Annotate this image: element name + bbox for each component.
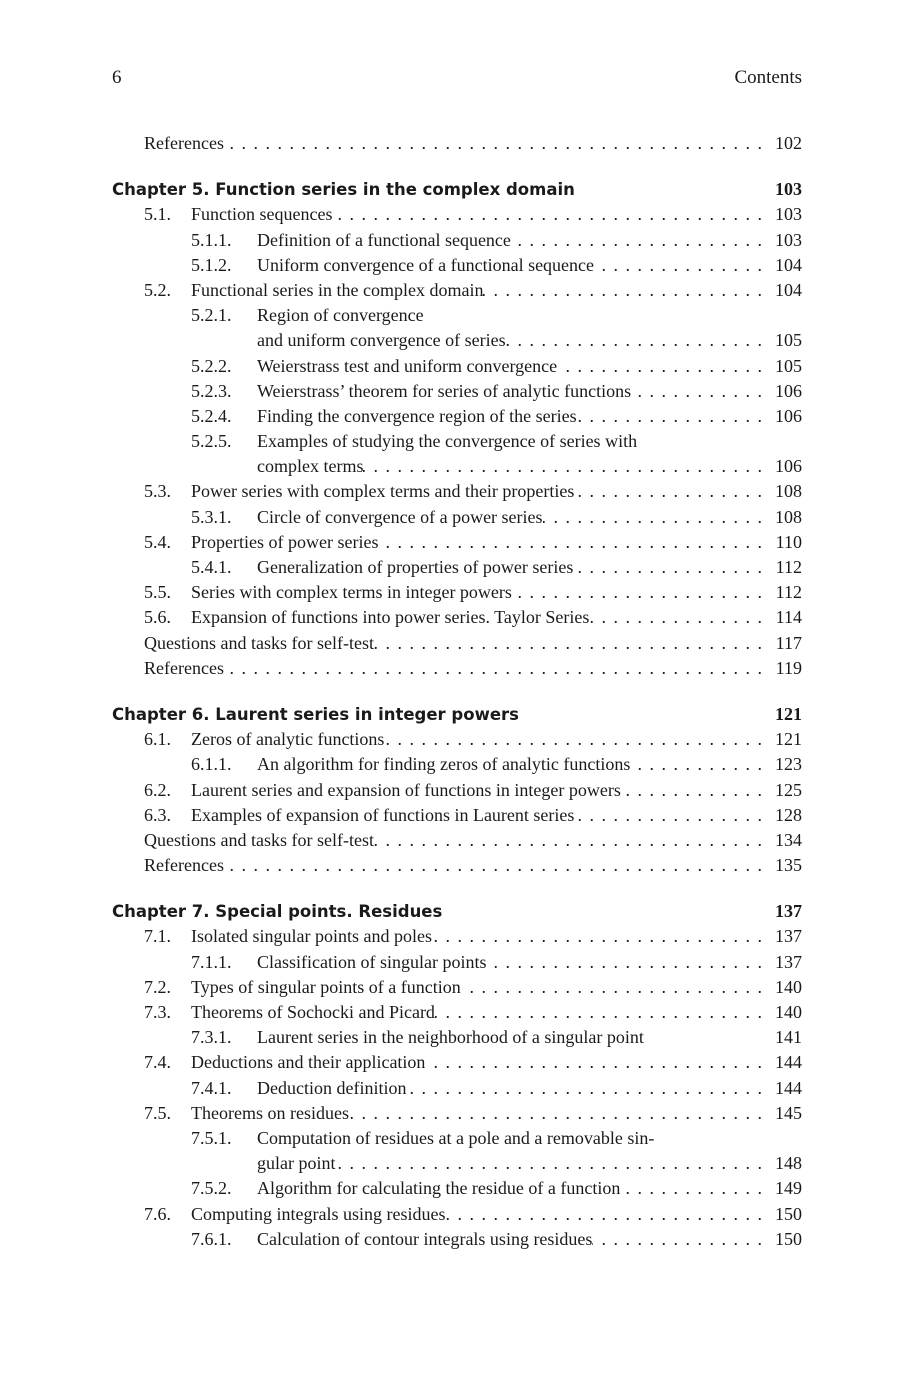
toc-number: 6.2.	[144, 779, 171, 800]
toc-page-number: 114	[775, 607, 802, 628]
toc-page-number: 137	[775, 901, 802, 922]
toc-continuation[interactable]	[112, 328, 802, 353]
toc-number: 5.5.	[144, 582, 171, 603]
toc-section[interactable]	[112, 580, 802, 605]
dot-leader	[630, 752, 766, 777]
toc-chapter[interactable]	[112, 899, 802, 924]
toc-number: 7.2.	[144, 976, 171, 997]
toc-page-number: 106	[775, 380, 802, 401]
toc-section[interactable]	[112, 975, 802, 1000]
toc-page-number: 134	[775, 829, 802, 850]
dot-leader	[432, 924, 766, 949]
dot-leader	[557, 354, 766, 379]
toc-page-number: 135	[775, 855, 802, 876]
toc-number: 5.3.1.	[191, 506, 232, 527]
toc-page-number: 108	[775, 506, 802, 527]
toc-section[interactable]	[112, 924, 802, 949]
toc-section[interactable]	[112, 778, 802, 803]
toc-number: 7.4.	[144, 1052, 171, 1073]
toc-page-number: 148	[775, 1153, 802, 1174]
toc-title: Weierstrass test and uniform convergence	[257, 355, 558, 376]
toc-title: Isolated singular points and poles	[191, 926, 432, 947]
dot-leader	[594, 253, 766, 278]
toc-title: Types of singular points of a function	[191, 976, 461, 997]
toc-page-number: 137	[775, 926, 802, 947]
toc-subsection[interactable]	[112, 379, 802, 404]
toc-section[interactable]	[112, 727, 802, 752]
toc-title: Definition of a functional sequence	[257, 229, 511, 250]
toc-title: Deductions and their application	[191, 1052, 426, 1073]
toc-section[interactable]	[112, 1101, 802, 1126]
dot-leader	[543, 505, 766, 530]
dot-leader	[577, 404, 766, 429]
toc-page-number: 150	[775, 1228, 802, 1249]
toc-number: 6.1.1.	[191, 754, 232, 775]
toc-page-number: 140	[775, 976, 802, 997]
toc-page-number: 112	[775, 582, 802, 603]
dot-leader	[384, 727, 766, 752]
dot-leader	[486, 950, 766, 975]
toc-number: 7.6.	[144, 1203, 171, 1224]
toc-page-number: 112	[775, 557, 802, 577]
toc-subsection[interactable]	[112, 228, 802, 253]
toc-page-number: 141	[775, 1027, 802, 1048]
toc-subsection[interactable]	[112, 429, 802, 454]
dot-leader	[574, 479, 766, 504]
toc-entry[interactable]	[112, 631, 802, 656]
toc-subsection[interactable]	[112, 555, 802, 580]
dot-leader	[374, 828, 766, 853]
toc-section[interactable]	[112, 803, 802, 828]
toc-number: 5.2.5.	[191, 431, 232, 452]
page-number: 6	[112, 67, 122, 88]
toc-title: gular point	[257, 1153, 336, 1174]
toc-page-number: 121	[775, 729, 802, 750]
toc-page-number: 144	[775, 1077, 802, 1098]
running-title: Contents	[734, 67, 802, 88]
toc-continuation[interactable]	[112, 1151, 802, 1176]
toc-subsection[interactable]	[112, 1176, 802, 1201]
dot-leader	[374, 631, 766, 656]
toc-title: References	[144, 855, 224, 876]
toc-section[interactable]	[112, 479, 802, 504]
toc-title: Computation of residues at a pole and a removable sin-	[257, 1127, 655, 1148]
page-header	[112, 67, 802, 89]
dot-leader	[483, 278, 766, 303]
toc-title: complex terms	[257, 456, 364, 477]
toc-title: Laurent series and expansion of functions in integer powers	[191, 779, 621, 800]
dot-leader	[511, 228, 766, 253]
toc-title: Examples of expansion of functions in Laurent series	[191, 804, 575, 825]
toc-number: 7.3.	[144, 1002, 171, 1022]
toc-subsection[interactable]	[112, 404, 802, 429]
toc-number: 7.1.	[144, 926, 171, 947]
toc-title: Region of convergence	[257, 305, 424, 326]
toc-page-number: 119	[775, 657, 802, 678]
toc-title: and uniform convergence of series	[257, 330, 506, 351]
dot-leader	[631, 379, 766, 404]
dot-leader	[378, 530, 766, 555]
toc-number: 7.1.1.	[191, 951, 232, 972]
toc-page-number: 125	[775, 779, 802, 800]
toc-entry[interactable]	[112, 656, 802, 681]
toc-subsection[interactable]	[112, 354, 802, 379]
dot-leader	[425, 1050, 766, 1075]
toc-number: 5.3.	[144, 481, 171, 502]
dot-leader	[574, 803, 766, 828]
toc-continuation[interactable]	[112, 454, 802, 479]
toc-title: Classification of singular points	[257, 951, 487, 972]
toc-title: Series with complex terms in integer powers	[191, 582, 512, 603]
toc-subsection[interactable]	[112, 505, 802, 530]
toc-section[interactable]	[112, 1050, 802, 1075]
toc-number: 5.2.	[144, 279, 171, 300]
toc-number: 5.6.	[144, 607, 171, 628]
toc-title: References	[144, 133, 224, 153]
toc-title: References	[144, 657, 224, 678]
toc-title: Examples of studying the convergence of series with	[257, 431, 638, 452]
toc-title: Theorems of Sochocki and Picard	[191, 1002, 435, 1022]
toc-title: Functional series in the complex domain	[191, 279, 484, 300]
toc-title: Computing integrals using residues	[191, 1203, 446, 1224]
toc-section[interactable]	[112, 530, 802, 555]
toc-page-number: 121	[775, 703, 802, 724]
toc-title: Theorems on residues	[191, 1102, 349, 1123]
toc-page-number: 105	[775, 355, 802, 376]
dot-leader	[435, 1000, 766, 1025]
toc-page-number: 106	[775, 405, 802, 426]
toc-number: 5.4.1.	[191, 557, 232, 577]
dot-leader	[224, 131, 766, 156]
dot-leader	[592, 1227, 766, 1252]
toc-number: 7.5.2.	[191, 1178, 232, 1199]
toc-title: Properties of power series	[191, 531, 379, 552]
toc-chapter[interactable]	[112, 177, 802, 202]
dot-leader	[363, 454, 766, 479]
toc-page-number: 128	[775, 804, 802, 825]
toc-title: Questions and tasks for self-test	[144, 829, 374, 850]
toc-page-number: 104	[775, 254, 802, 275]
toc-title: Calculation of contour integrals using residues	[257, 1228, 593, 1249]
toc-title: Weierstrass’ theorem for series of analytic functions	[257, 380, 632, 401]
dot-leader	[620, 1176, 766, 1201]
toc-section[interactable]	[112, 1202, 802, 1227]
toc-chapter[interactable]	[112, 702, 802, 727]
toc-subsection[interactable]	[112, 303, 802, 328]
toc-page-number: 149	[775, 1178, 802, 1199]
dot-leader	[349, 1101, 766, 1126]
toc-title: Power series with complex terms and their properties	[191, 481, 575, 502]
dot-leader	[506, 328, 766, 353]
toc-section[interactable]	[112, 1000, 802, 1025]
toc-number: 7.6.1.	[191, 1228, 232, 1249]
toc-page-number: 103	[775, 229, 802, 250]
toc-subsection[interactable]	[112, 1227, 802, 1252]
toc-number: 5.1.	[144, 204, 171, 225]
dot-leader	[589, 605, 766, 630]
dot-leader	[224, 656, 766, 681]
toc-page-number: 150	[775, 1203, 802, 1224]
toc-title: Laurent series in the neighborhood of a singular point	[257, 1027, 644, 1048]
toc-page-number: 103	[775, 204, 802, 225]
toc-title: Generalization of properties of power series	[257, 557, 574, 577]
toc-page-number: 104	[775, 279, 802, 300]
toc-number: 5.1.1.	[191, 229, 232, 250]
toc-number: 6.1.	[144, 729, 171, 750]
toc-section[interactable]	[112, 202, 802, 227]
toc-page-number: 117	[775, 632, 802, 653]
toc-entry[interactable]	[112, 828, 802, 853]
toc-page-number: 105	[775, 330, 802, 351]
toc-title: Algorithm for calculating the residue of a function	[257, 1178, 621, 1199]
toc-page-number: 137	[775, 951, 802, 972]
dot-leader	[573, 555, 766, 580]
toc-title: Circle of convergence of a power series	[257, 506, 543, 527]
toc-page-number: 145	[775, 1102, 802, 1123]
toc-title: Chapter 6. Laurent series in integer powers	[112, 704, 519, 724]
toc-entry[interactable]	[112, 853, 802, 878]
toc-subsection[interactable]	[112, 950, 802, 975]
toc-page-number: 102	[775, 133, 802, 153]
toc-number: 5.2.4.	[191, 405, 232, 426]
dot-leader	[224, 853, 766, 878]
dot-leader	[332, 202, 766, 227]
toc-page-number: 110	[775, 531, 802, 552]
dot-leader	[336, 1151, 767, 1176]
toc-page-number: 140	[775, 1002, 802, 1022]
toc-subsection[interactable]	[112, 1126, 802, 1151]
toc-number: 7.3.1.	[191, 1027, 232, 1048]
toc-page-number: 108	[775, 481, 802, 502]
toc-subsection[interactable]	[112, 1025, 802, 1050]
toc-section[interactable]	[112, 605, 802, 630]
toc-subsection[interactable]	[112, 253, 802, 278]
toc-number: 7.5.1.	[191, 1127, 232, 1148]
toc-title: Function sequences	[191, 204, 333, 225]
toc-title: An algorithm for finding zeros of analytic functions	[257, 754, 631, 775]
toc-title: Uniform convergence of a functional sequence	[257, 254, 595, 275]
dot-leader	[621, 778, 766, 803]
dot-leader	[461, 975, 766, 1000]
toc-title: Zeros of analytic functions	[191, 729, 385, 750]
toc-number: 6.3.	[144, 804, 171, 825]
toc-title: Chapter 5. Function series in the complex domain	[112, 180, 575, 200]
toc-title: Deduction definition	[257, 1077, 407, 1098]
toc-page-number: 106	[775, 456, 802, 477]
toc-subsection[interactable]	[112, 752, 802, 777]
toc-number: 7.5.	[144, 1102, 171, 1123]
toc-title: Questions and tasks for self-test	[144, 632, 374, 653]
toc-title: Chapter 7. Special points. Residues	[112, 902, 443, 922]
toc-number: 5.2.2.	[191, 355, 232, 376]
toc-number: 5.2.3.	[191, 380, 232, 401]
table-of-contents	[112, 131, 802, 1252]
dot-leader	[445, 1202, 766, 1227]
toc-number: 5.1.2.	[191, 254, 232, 275]
toc-number: 7.4.1.	[191, 1077, 232, 1098]
toc-page-number: 123	[775, 754, 802, 775]
toc-subsection[interactable]	[112, 1076, 802, 1101]
toc-page-number: 103	[775, 179, 802, 200]
toc-number: 5.2.1.	[191, 305, 232, 326]
toc-page-number: 144	[775, 1052, 802, 1073]
toc-section[interactable]	[112, 278, 802, 303]
toc-number: 5.4.	[144, 531, 171, 552]
toc-title: Expansion of functions into power series. Taylor Series	[191, 607, 590, 628]
toc-title: Finding the convergence region of the series	[257, 405, 577, 426]
dot-leader	[406, 1076, 766, 1101]
toc-entry[interactable]	[112, 131, 802, 156]
dot-leader	[512, 580, 766, 605]
